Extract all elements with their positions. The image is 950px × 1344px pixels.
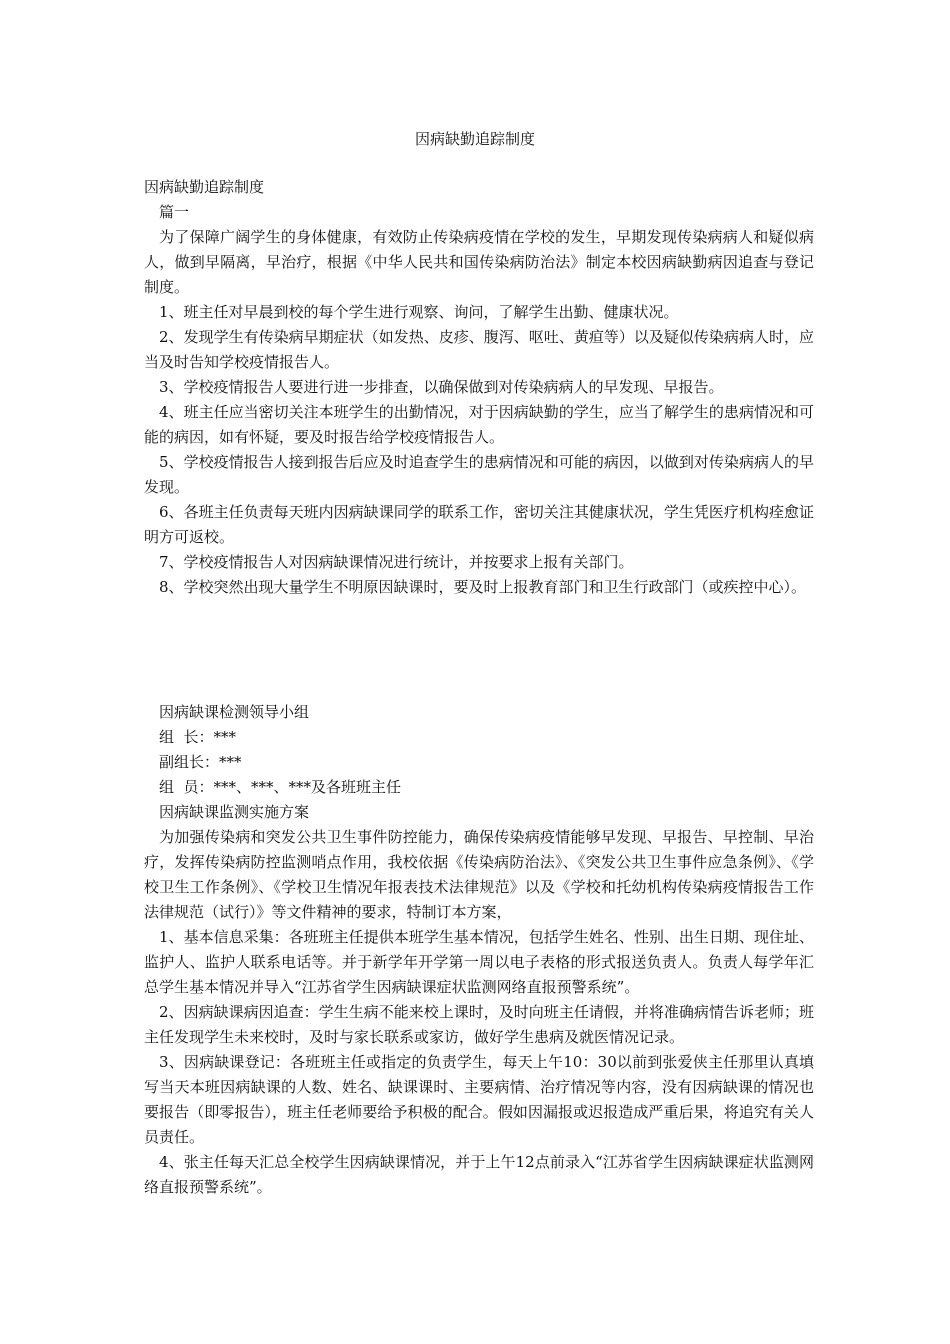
group-members: 组 员：***、***、***及各班班主任 (159, 778, 402, 796)
rule-item: 4、班主任应当密切关注本班学生的出勤情况，对于因病缺勤的学生，应当了解学生的患病情况和可能的病因，如有怀疑，要及时报告给学校疫情报告人。 (144, 403, 814, 446)
plan-item: 4、张主任每天汇总全校学生因病缺课情况，并于上午12点前录入“江苏省学生因病缺课症状监测网络直报预警系统”。 (144, 1153, 814, 1196)
rule-item: 2、发现学生有传染病早期症状（如发热、皮疹、腹泻、呕吐、黄疸等）以及疑似传染病病人时，应当及时告知学校疫情报告人。 (144, 328, 814, 371)
section-heading: 因病缺勤追踪制度 (144, 178, 265, 196)
rule-item: 7、学校疫情报告人对因病缺课情况进行统计，并按要求上报有关部门。 (159, 553, 634, 571)
intro-paragraph: 为了保障广阔学生的身体健康，有效防止传染病疫情在学校的发生，早期发现传染病病人和疑似病人，做到早隔离，早治疗，根据《中华人民共和国传染病防治法》制定本校因病缺勤病因追查与登记制度。 (144, 228, 814, 296)
group-title: 因病缺课检测领导小组 (159, 703, 310, 721)
rule-item: 5、学校疫情报告人接到报告后应及时追查学生的患病情况和可能的病因，以做到对传染病病人的早发现。 (144, 453, 814, 496)
document-title: 因病缺勤追踪制度 (414, 130, 535, 148)
plan-item: 1、基本信息采集：各班班主任提供本班学生基本情况，包括学生姓名、性别、出生日期、现住址、监护人、监护人联系电话等。并于新学年开学第一周以电子表格的形式报送负责人。负责人每学年汇总学生基本情况并导入“江苏省学生因病缺课症状监测网络直报预警系统”。 (144, 928, 814, 996)
plan-item: 2、因病缺课病因追查：学生生病不能来校上课时，及时向班主任请假，并将准确病情告诉老师；班主任发现学生未来校时，及时与家长联系或家访，做好学生患病及就医情况记录。 (144, 1003, 814, 1046)
plan-intro: 为加强传染病和突发公共卫生事件防控能力，确保传染病疫情能够早发现、早报告、早控制、早治疗，发挥传染病防控监测哨点作用，我校依据《传染病防治法》、《突发公共卫生事件应急条例》、《学校卫生工作条例》、《学校卫生情况年报表技术法律规范》以及《学校和托幼机构传染病疫情报告工作法律规范（试行）》等文件精神的要求，特制订本方案， (144, 828, 814, 921)
plan-item: 3、因病缺课登记：各班班主任或指定的负责学生，每天上午10：30以前到张爱侠主任那里认真填写当天本班因病缺课的人数、姓名、缺课课时、主要病情、治疗情况等内容，没有因病缺课的情况也要报告（即零报告），班主任老师要给予积极的配合。假如因漏报或迟报造成严重后果，将追究有关人员责任。 (144, 1053, 814, 1146)
rule-item: 6、各班主任负责每天班内因病缺课同学的联系工作，密切关注其健康状况，学生凭医疗机构痊愈证明方可返校。 (144, 503, 814, 546)
section-monitoring-plan (144, 700, 814, 1200)
section-attendance-tracking (144, 175, 814, 600)
group-leader: 组 长：*** (159, 728, 237, 746)
group-deputy: 副组长：*** (159, 753, 242, 771)
rule-item: 1、班主任对早晨到校的每个学生进行观察、询问，了解学生出勤、健康状况。 (159, 303, 679, 321)
plan-title: 因病缺课监测实施方案 (159, 803, 310, 821)
rule-item: 3、学校疫情报告人要进行进一步排查，以确保做到对传染病病人的早发现、早报告。 (159, 378, 724, 396)
section-subheading: 篇一 (159, 203, 190, 221)
rule-item: 8、学校突然出现大量学生不明原因缺课时，要及时上报教育部门和卫生行政部门（或疾控中心）。 (159, 578, 807, 596)
